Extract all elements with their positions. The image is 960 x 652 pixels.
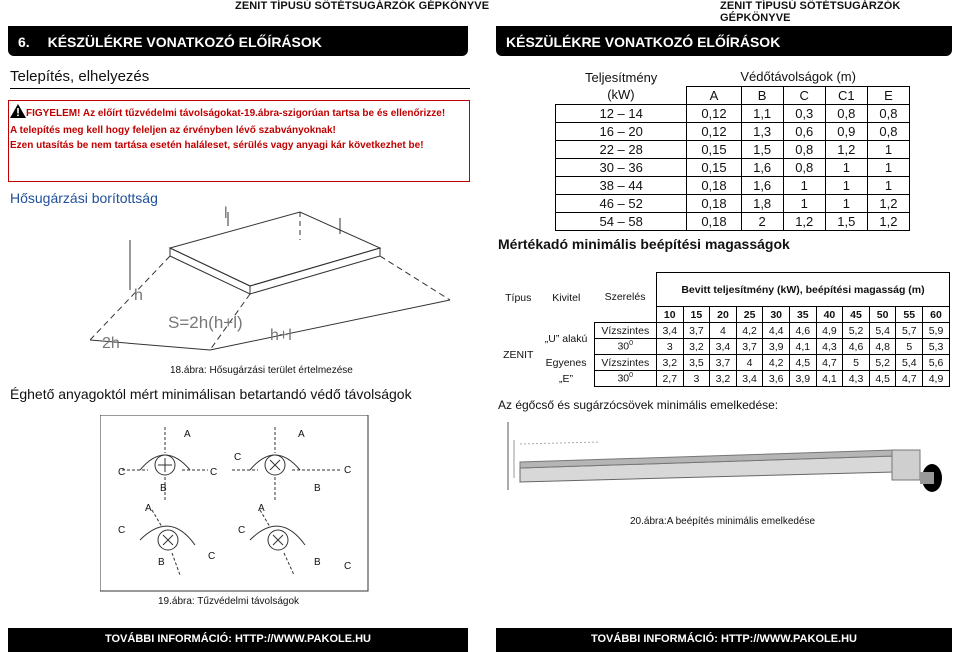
- elevation-text: Az égőcső és sugárzócsövek minimális emelkedése:: [498, 398, 779, 412]
- label-2h: 2h: [102, 335, 120, 352]
- header-left: ZENIT TÍPUSÚ SÖTÉTSUGÁRZÓK GÉPKÖNYVE: [235, 0, 490, 12]
- t2-szereles: [594, 371, 656, 387]
- t2-cell: 3,9: [763, 339, 790, 355]
- degree-mark: 0: [629, 340, 634, 348]
- t2-cell: 5,2: [869, 355, 896, 371]
- fig19-label-c: C: [234, 452, 242, 463]
- t1-cell: 0,3: [783, 104, 825, 122]
- fig19-label-a: A: [258, 503, 265, 514]
- t2-kw-header: 15: [683, 307, 710, 323]
- t2-cell: 4,7: [816, 355, 843, 371]
- fig19-label-c: C: [210, 467, 218, 478]
- t1-power-range: 30 – 36: [556, 158, 687, 176]
- t1-power-range: 46 – 52: [556, 194, 687, 212]
- t2-cell: 4,5: [869, 371, 896, 387]
- t2-kw-header: 40: [816, 307, 843, 323]
- t1-col1-header-1: Teljesítmény: [585, 69, 658, 85]
- t2-cell: 5,3: [923, 339, 950, 355]
- t2-cell: 4,9: [816, 323, 843, 339]
- t1-cell: 1: [867, 176, 909, 194]
- t2-cell: 4,8: [869, 339, 896, 355]
- warning-label: FIGYELEM!: [26, 108, 81, 119]
- t1-power-range: 38 – 44: [556, 176, 687, 194]
- t2-cell: 4: [710, 323, 737, 339]
- t1-cell: 1,2: [825, 140, 867, 158]
- t2-cell: 5,2: [843, 323, 870, 339]
- fig19-label-b: B: [314, 557, 321, 568]
- fig19-label-c: C: [118, 467, 126, 478]
- t1-row: [556, 104, 910, 122]
- t2-sz-30: 30: [617, 372, 630, 385]
- t2-cell: 4,9: [923, 371, 950, 387]
- footer-left: TOVÁBBI INFORMÁCIÓ: HTTP://WWW.PAKOLE.HU: [8, 628, 468, 652]
- section-bar-right: [496, 26, 952, 56]
- t1-cell: 0,9: [825, 122, 867, 140]
- fig18-heat-area-diagram: [90, 200, 470, 360]
- t2-szereles: Vízszintes: [594, 323, 656, 339]
- t1-cell: 0,18: [687, 194, 741, 212]
- t1-row: [556, 176, 910, 194]
- t2-header-tipus: Típus: [505, 291, 532, 304]
- t1-sub-header: A: [687, 86, 741, 104]
- t1-cell: 2: [741, 212, 783, 230]
- warning-frame: [8, 100, 470, 182]
- t2-cell: 4,1: [790, 339, 817, 355]
- t1-cell: 1,2: [867, 194, 909, 212]
- t2-cell: 5,4: [869, 323, 896, 339]
- t2-cell: 3,2: [710, 371, 737, 387]
- t2-cell: 4,3: [843, 371, 870, 387]
- t1-cell: 1,5: [741, 140, 783, 158]
- t2-cell: 3,4: [710, 339, 737, 355]
- t2-kw-header: 60: [923, 307, 950, 323]
- t1-cell: 1,2: [783, 212, 825, 230]
- t2-cell: 4,6: [790, 323, 817, 339]
- fig20-elevation-diagram: [500, 420, 950, 512]
- t2-cell: 3,2: [656, 355, 683, 371]
- t1-cell: 0,8: [783, 158, 825, 176]
- fig19-label-a: A: [184, 429, 191, 440]
- t1-row: [556, 122, 910, 140]
- t2-cell: 5,9: [923, 323, 950, 339]
- t2-kw-header: 45: [843, 307, 870, 323]
- t1-cell: 1: [783, 176, 825, 194]
- t2-cell: 3,6: [763, 371, 790, 387]
- t2-kw-header: 55: [896, 307, 923, 323]
- t1-cell: 1: [825, 194, 867, 212]
- section-title-bar-right: KÉSZÜLÉKRE VONATKOZÓ ELŐÍRÁSOK: [506, 34, 781, 50]
- fig19-label-c: C: [344, 561, 352, 572]
- section-title-bar: KÉSZÜLÉKRE VONATKOZÓ ELŐÍRÁSOK: [47, 34, 322, 50]
- t2-cell: 5,7: [896, 323, 923, 339]
- t1-cell: 1,5: [825, 212, 867, 230]
- t1-power-range: 22 – 28: [556, 140, 687, 158]
- t1-col1-header-2: (kW): [556, 86, 687, 104]
- t2-sz-30: 30: [617, 340, 630, 353]
- t2-szereles: [594, 339, 656, 355]
- fig19-label-c: C: [344, 465, 352, 476]
- t1-sub-header: B: [741, 86, 783, 104]
- t2-cell: 4,7: [896, 371, 923, 387]
- t2-kw-header: 25: [736, 307, 763, 323]
- warning-line-1: Az előírt tűzvédelmi távolságokat-19.ábra-szigorúan tartsa be és ellenőrizze!: [80, 108, 446, 119]
- section-number: 6.: [18, 34, 30, 50]
- fig19-label-c: C: [208, 551, 216, 562]
- t2-cell: 4,2: [736, 323, 763, 339]
- fire-distances-title: Éghető anyagoktól mért minimálisan betartandó védő távolságok: [10, 386, 412, 402]
- t1-cell: 1: [867, 158, 909, 176]
- t2-kw-header: 20: [710, 307, 737, 323]
- t2-cell: 4,3: [816, 339, 843, 355]
- label-h-plus-l: h+l: [270, 327, 292, 344]
- t1-cell: 1: [783, 194, 825, 212]
- t2-cell: 4: [736, 355, 763, 371]
- t2-cell: 3,5: [683, 355, 710, 371]
- label-h: h: [134, 287, 143, 304]
- divider: [10, 88, 470, 89]
- t1-sub-header: E: [867, 86, 909, 104]
- fig18-caption: 18.ábra: Hősugárzási terület értelmezése: [170, 365, 353, 376]
- t2-cell: 3,4: [656, 323, 683, 339]
- t1-cell: 1,1: [741, 104, 783, 122]
- t2-cell: 3: [656, 339, 683, 355]
- t2-cell: 4,5: [790, 355, 817, 371]
- warning-line-2: A telepítés meg kell hogy feleljen az érvényben lévő szabványoknak!: [10, 125, 336, 136]
- t2-cell: 5,4: [896, 355, 923, 371]
- t1-cell: 1,6: [741, 176, 783, 194]
- section-bar-left: [8, 26, 468, 56]
- t1-cell: 0,12: [687, 104, 741, 122]
- t2-cell: 3,7: [710, 355, 737, 371]
- warning-line-3: Ezen utasítás be nem tartása esetén haláleset, sérülés vagy anyagi kár következhet be!: [10, 140, 424, 151]
- t2-szereles: Vízszintes: [594, 355, 656, 371]
- t2-cell: 4,4: [763, 323, 790, 339]
- protection-distance-table: [555, 68, 910, 231]
- t2-header-szereles: Szerelés: [604, 291, 646, 304]
- t2-cell: 5,6: [923, 355, 950, 371]
- t1-group-header: Védőtávolságok (m): [740, 69, 856, 85]
- t2-cell: 2,7: [656, 371, 683, 387]
- fig19-label-a: A: [298, 429, 305, 440]
- t2-cell: 5: [896, 339, 923, 355]
- t1-sub-header: C: [783, 86, 825, 104]
- t1-row: [556, 212, 910, 230]
- t1-power-range: 54 – 58: [556, 212, 687, 230]
- t2-cell: 5: [843, 355, 870, 371]
- t1-cell: 0,8: [783, 140, 825, 158]
- t1-power-range: 16 – 20: [556, 122, 687, 140]
- t1-cell: 0,15: [687, 140, 741, 158]
- fig19-label-c: C: [118, 525, 126, 536]
- t1-row: [556, 140, 910, 158]
- t2-cell: 3,7: [683, 323, 710, 339]
- t1-cell: 0,18: [687, 176, 741, 194]
- t1-cell: 1,3: [741, 122, 783, 140]
- t2-kw-header: 10: [656, 307, 683, 323]
- t1-cell: 0,8: [867, 104, 909, 122]
- min-height-title: Mértékadó minimális beépítési magasságok: [498, 236, 790, 252]
- t2-kivitel-e-2: „E”: [559, 372, 574, 385]
- t2-cell: 3,2: [683, 339, 710, 355]
- t1-cell: 0,15: [687, 158, 741, 176]
- t2-cell: 4,2: [763, 355, 790, 371]
- t2-kivitel-u: „U” alakú: [544, 332, 588, 345]
- t1-cell: 1,8: [741, 194, 783, 212]
- t1-cell: 0,8: [867, 122, 909, 140]
- t2-cell: 3,4: [736, 371, 763, 387]
- degree-mark: 0: [629, 372, 634, 380]
- t2-kivitel-e-1: Egyenes: [545, 356, 587, 369]
- t1-power-range: 12 – 14: [556, 104, 687, 122]
- t2-cell: 3,7: [736, 339, 763, 355]
- fig20-caption: 20.ábra:A beépítés minimális emelkedése: [630, 516, 816, 527]
- t2-kw-header: 50: [869, 307, 896, 323]
- fig19-label-b: B: [158, 557, 165, 568]
- heat-coverage-subhead: Hősugárzási borítottság: [10, 190, 158, 206]
- fig19-caption: 19.ábra: Tűzvédelmi távolságok: [158, 596, 300, 607]
- t1-row: [556, 194, 910, 212]
- label-l: l: [224, 205, 228, 222]
- fig19-label-b: B: [160, 483, 167, 494]
- t1-cell: 0,8: [825, 104, 867, 122]
- t1-cell: 1,2: [867, 212, 909, 230]
- fig19-label-a: A: [145, 503, 152, 514]
- t1-cell: 1,6: [741, 158, 783, 176]
- t1-row: [556, 158, 910, 176]
- t2-cell: 3,9: [790, 371, 817, 387]
- t1-cell: 0,6: [783, 122, 825, 140]
- t2-cell: 3: [683, 371, 710, 387]
- t1-sub-header: C1: [825, 86, 867, 104]
- t2-kw-header: 30: [763, 307, 790, 323]
- header-right: ZENIT TÍPUSÚ SÖTÉTSUGÁRZÓK GÉPKÖNYVE: [720, 0, 901, 24]
- t1-cell: 1: [867, 140, 909, 158]
- t1-cell: 1: [825, 158, 867, 176]
- t2-kw-header: 35: [790, 307, 817, 323]
- t2-header-kivitel: Kivitel: [552, 291, 581, 304]
- min-height-table: [498, 272, 950, 387]
- fig19-label-b: B: [314, 483, 321, 494]
- fig19-label-c: C: [238, 525, 246, 536]
- t1-cell: 1: [825, 176, 867, 194]
- t2-group-header: Bevitt teljesítmény (kW), beépítési magasság (m): [656, 273, 949, 307]
- install-title: Telepítés, elhelyezés: [10, 68, 150, 85]
- fig19-fire-distance-diagram: [100, 415, 370, 593]
- t2-tipus: ZENIT: [503, 348, 534, 361]
- label-formula: S=2h(h+l): [168, 313, 243, 332]
- t2-cell: 4,6: [843, 339, 870, 355]
- t2-cell: 4,1: [816, 371, 843, 387]
- t1-cell: 0,12: [687, 122, 741, 140]
- t1-cell: 0,18: [687, 212, 741, 230]
- footer-right: TOVÁBBI INFORMÁCIÓ: HTTP://WWW.PAKOLE.HU: [496, 628, 952, 652]
